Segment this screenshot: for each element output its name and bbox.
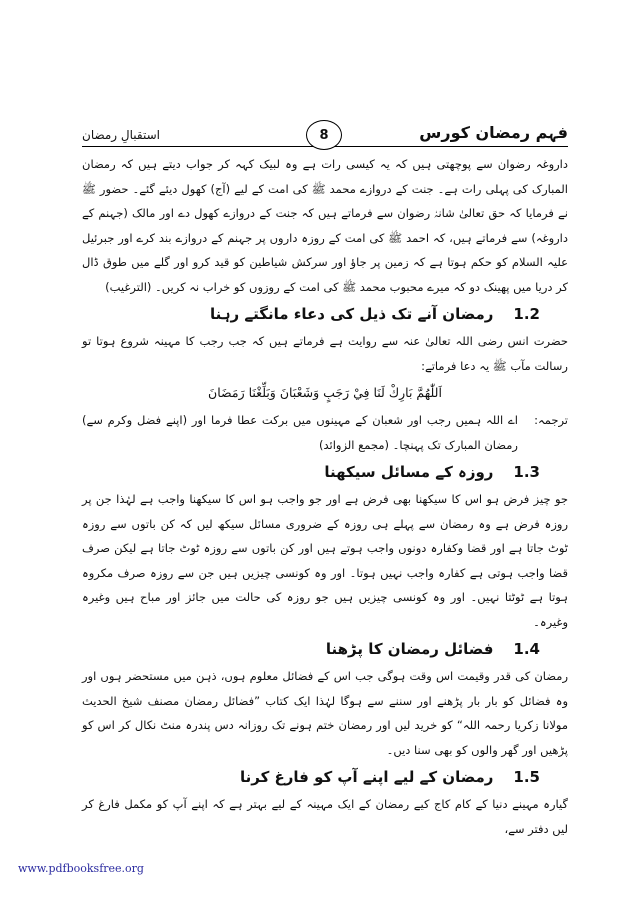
footer-website-link[interactable]: www.pdfbooksfree.org	[18, 862, 144, 875]
section-number: 1.4	[513, 640, 540, 658]
translation-label: ترجمہ:	[534, 413, 568, 427]
section-title: رمضان کے لیے اپنے آپ کو فارغ کرنا	[239, 768, 494, 786]
section-heading-1-2	[82, 305, 540, 323]
dua-arabic-text: اَللّٰهُمَّ بَارِكْ لَنَا فِيْ رَجَبٍ وَشَعْبَانَ وَبَلِّغْنَا رَمَضَانَ	[208, 385, 442, 400]
section-title: روزہ کے مسائل سیکھنا	[324, 463, 494, 481]
page-number-badge	[306, 120, 342, 150]
page-body	[82, 152, 568, 841]
translation-block	[82, 408, 568, 457]
page-number: 8	[319, 127, 329, 143]
section-number: 1.5	[513, 768, 540, 786]
intro-paragraph: داروغہ رضوان سے پوچھتی ہیں کہ یہ کیسی رات ہے وہ لبیک کہہ کر جواب دیتے ہیں کہ رمضان المبارک کی پہلی رات ہے۔ جنت کے دروازے محمد ﷺ کی امت کے لیے (آج) کھول دیئے گئے۔ حضور ﷺ نے فرمایا کہ حق تعالیٰ شانہٗ رضوان سے فرماتے ہیں کہ جنت کے دروازے کھول دے اور مالک (جہنم کے داروغہ) سے فرماتے ہیں، کہ احمد ﷺ کی امت کے روزہ داروں پر جہنم کے دروازے بند کرے اور جبرئیل علیہ السلام کو حکم ہوتا ہے کہ زمین پر جاؤ اور سرکش شیاطین کو قید کرو اور گلے میں طوق ڈال کر دریا میں پھینک دو کہ میرے محبوب محمد ﷺ کی امت کے روزوں کو خراب نہ کریں۔ (الترغیب)	[82, 157, 568, 294]
section-paragraph: رمضان کی قدر وقیمت اس وقت ہوگی جب اس کے فضائل معلوم ہوں، ذہن میں مستحضر ہوں اور وہ فضائل کو بار بار پڑھنے اور سننے سے ہوگا لہٰذا ایک کتاب ”فضائل رمضان مصنف شیخ الحدیث مولانا زکریا رحمہ اللہ“ کو خرید لیں اور رمضان ختم ہونے تک روزانہ دس پندرہ منٹ نکال کر اس کو پڑھیں اور گھر والوں کو بھی سنا دیں۔	[82, 669, 568, 757]
section-number: 1.3	[513, 463, 540, 481]
section-heading-1-5	[82, 768, 540, 786]
running-section-title: استقبالِ رمضان	[82, 128, 160, 142]
section-title: فضائل رمضان کا پڑھنا	[325, 640, 494, 658]
section-paragraph: جو چیز فرض ہو اس کا سیکھنا بھی فرض ہے اور جو واجب ہو اس کا سیکھنا واجب ہے لہٰذا جن پر روزہ فرض ہے وہ رمضان سے پہلے ہی روزہ کے ضروری مسائل سیکھ لیں کہ کن باتوں سے روزہ ٹوٹ جاتا ہے اور قضا وکفارہ دونوں واجب ہوتے ہیں اور کن باتوں سے روزہ ٹوٹ جاتا ہے لیکن صرف قضا واجب ہوتی ہے کفارہ واجب نہیں ہوتا۔ اور وہ کونسی چیزیں ہیں جن سے روزہ صرف مکروہ ہوتا ہے ٹوٹتا نہیں۔ اور وہ کونسی چیزیں ہیں جو روزہ کی حالت میں جائز اور مباح ہیں وغیرہ وغیرہ۔	[82, 492, 568, 629]
section-title: رمضان آنے تک ذیل کی دعاء مانگتے رہنا	[209, 305, 494, 323]
section-number: 1.2	[513, 305, 540, 323]
section-heading-1-4	[82, 640, 540, 658]
section-paragraph: حضرت انس رضی اللہ تعالیٰ عنہ سے روایت ہے فرماتے ہیں کہ جب رجب کا مہینہ شروع ہوتا تو رسالت مآب ﷺ یہ دعا فرماتے:	[82, 334, 568, 373]
translation-text: اے اللہ ہمیں رجب اور شعبان کے مہینوں میں برکت عطا فرما اور (اپنے فضل وکرم سے) رمضان المبارک تک پہنچا۔ (مجمع الزوائد)	[82, 413, 518, 452]
section-paragraph: گیارہ مہینے دنیا کے کام کاج کیے رمضان کے ایک مہینہ کے لیے بہتر ہے کہ اپنے آپ کو مکمل فارغ کر لیں دفتر سے،	[82, 797, 568, 836]
section-heading-1-3	[82, 463, 540, 481]
running-book-title: فہم رمضان کورس	[419, 123, 568, 142]
